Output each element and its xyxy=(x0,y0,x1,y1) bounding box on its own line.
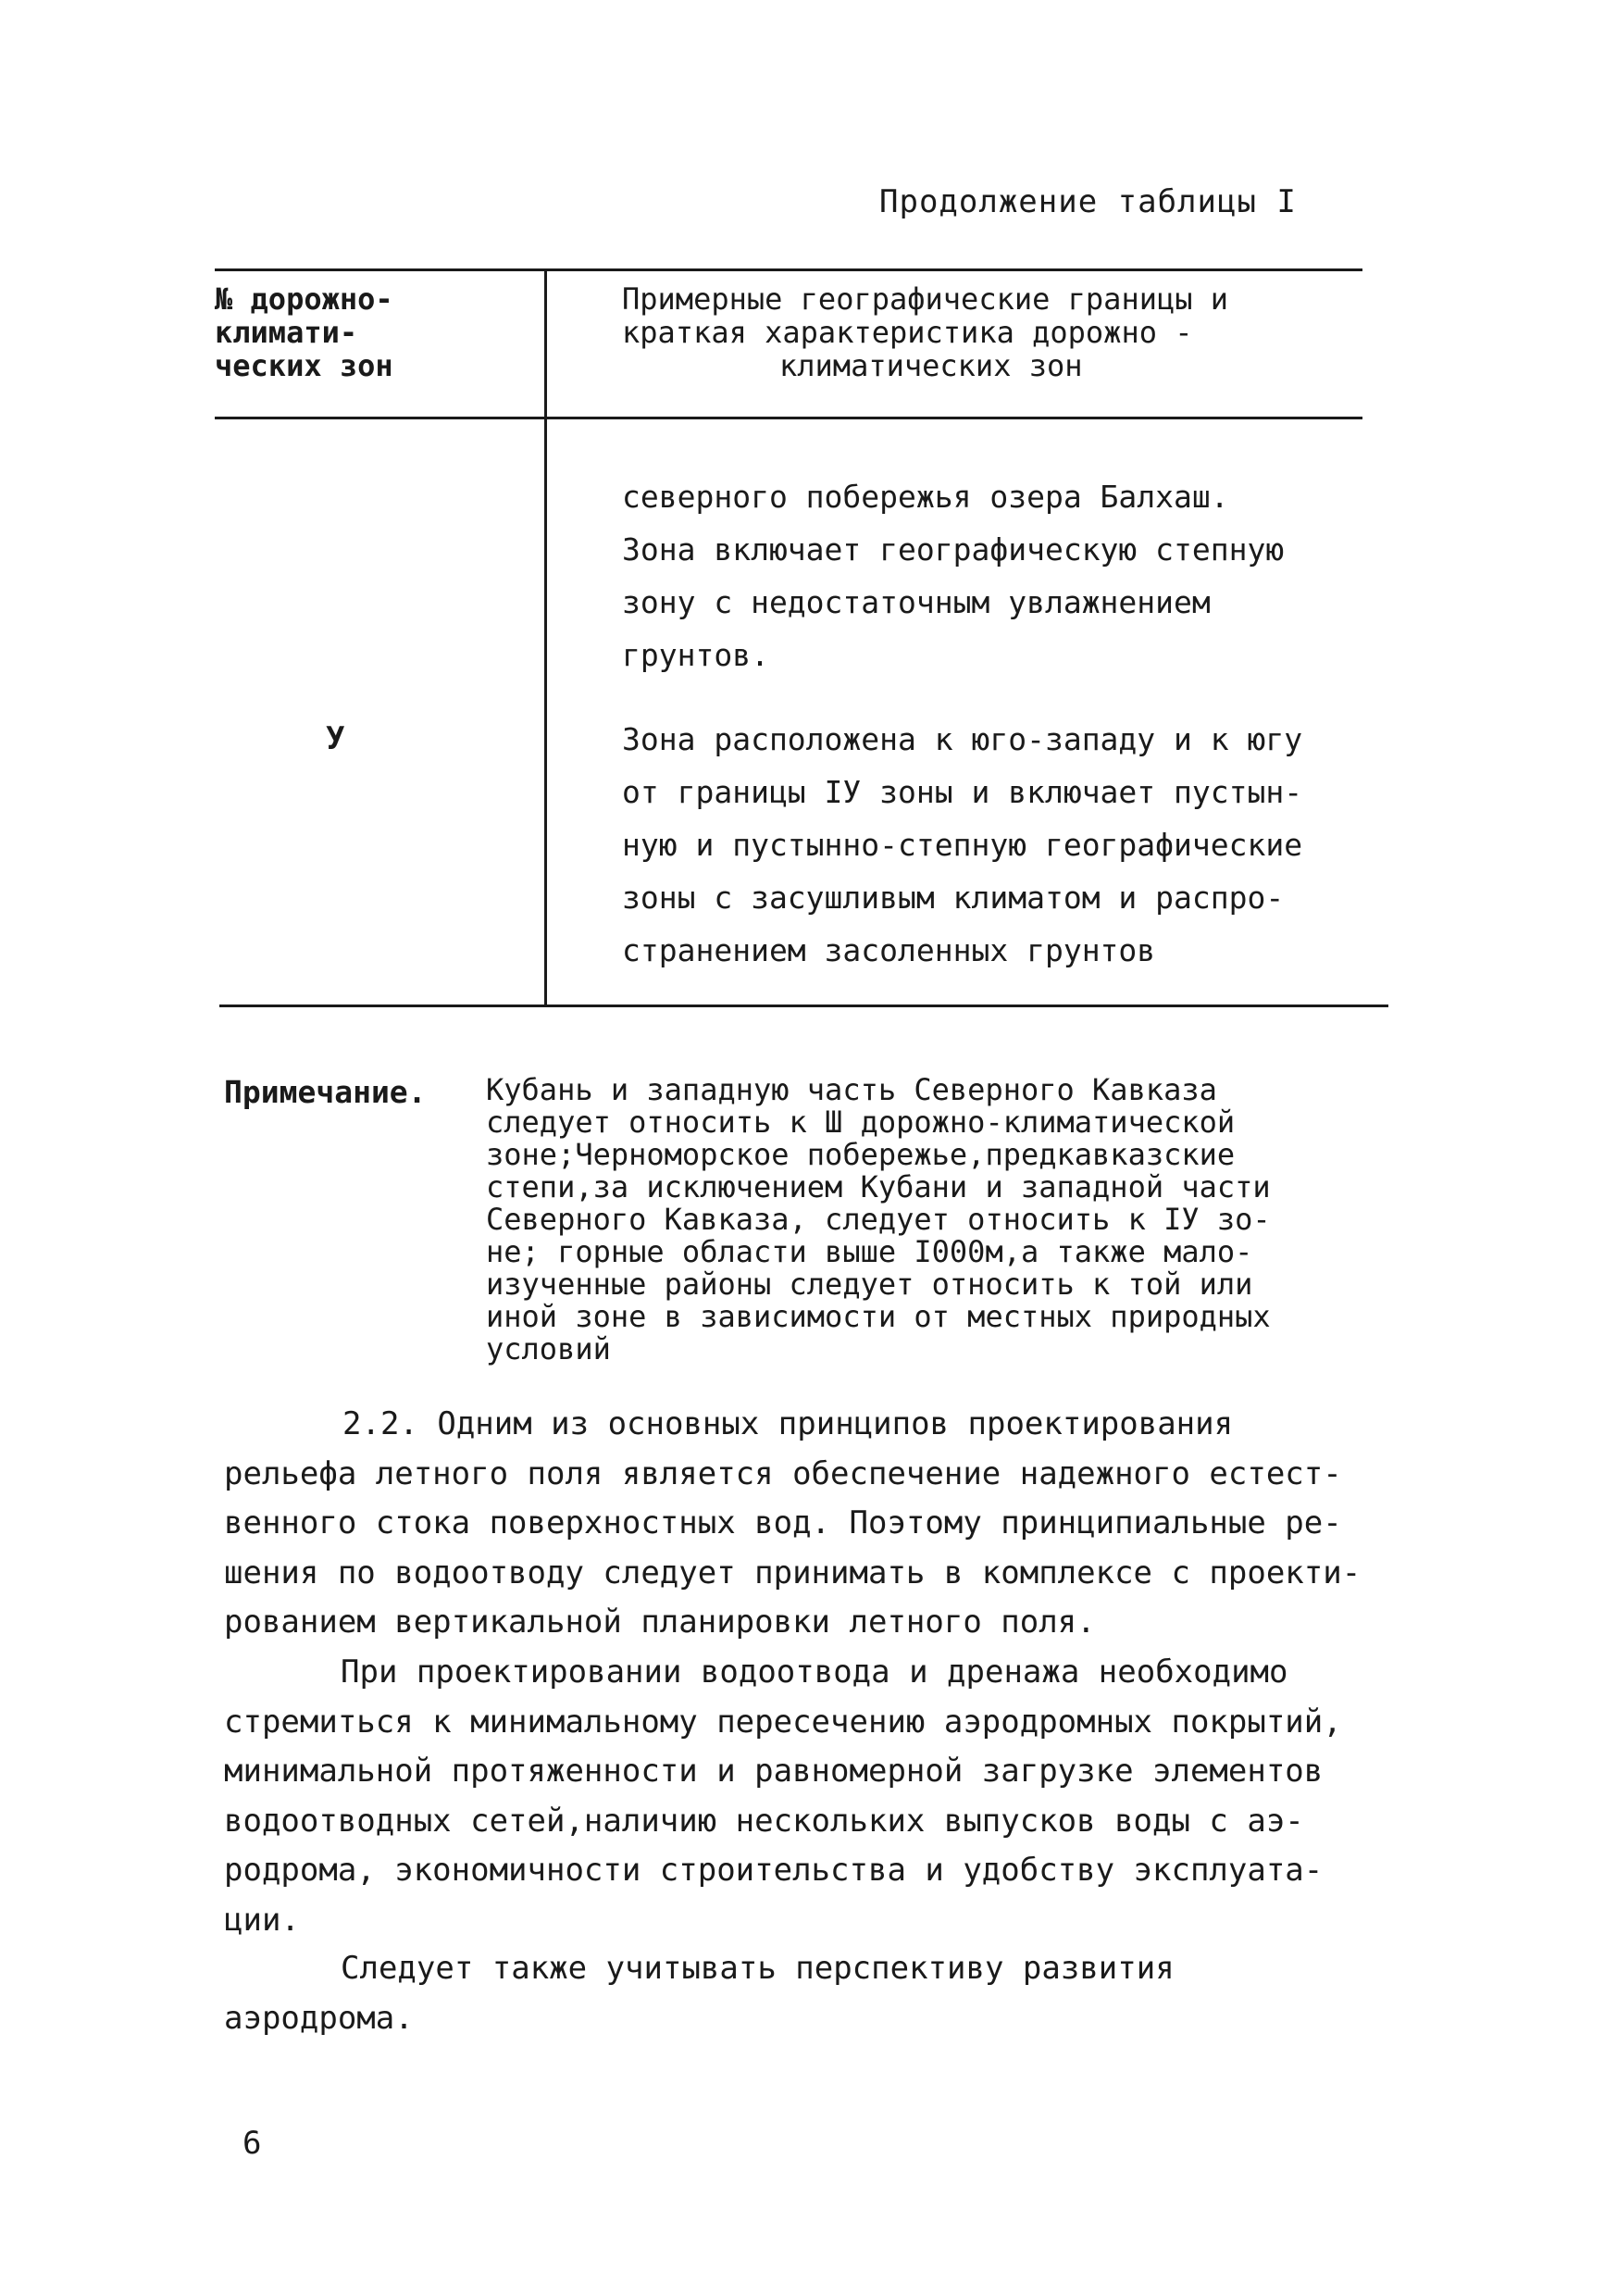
paragraph-2-2 xyxy=(224,1400,1427,1648)
paragraph-line: Следует также учитывать перспективу развития xyxy=(341,1950,1175,1987)
paragraph-line: водоотводных сетей,наличию нескольких выпусков воды с аэ- xyxy=(224,1802,1304,1840)
row-text-line: северного побережья озера Балхаш. xyxy=(622,479,1229,515)
paragraph-line: аэродрома. xyxy=(224,1999,414,2037)
note-line: Кубань и западную часть Северного Кавказа xyxy=(486,1072,1217,1107)
note-line: иной зоне в зависимости от местных природных xyxy=(486,1299,1271,1334)
paragraph-line: шения по водоотводу следует принимать в комплексе с проекти- xyxy=(224,1554,1362,1591)
table-top-rule xyxy=(215,268,1362,271)
row-text-line: Зона включает географическую степную xyxy=(622,531,1285,568)
table-row-continued xyxy=(622,470,1418,681)
paragraph-line: 2.2. Одним из основных принципов проектирования xyxy=(342,1405,1234,1442)
note-line: зоне;Черноморское побережье,предкавказские xyxy=(486,1137,1236,1172)
page-number: 6 xyxy=(243,2125,262,2162)
row-text-line: зону с недостаточным увлажнением xyxy=(622,584,1211,620)
table-header-description xyxy=(566,282,1399,382)
header-col1-line: № дорожно- xyxy=(215,281,393,317)
row-text-line: от границы IУ зоны и включает пустын- xyxy=(622,774,1303,810)
table-header-rule xyxy=(215,417,1362,419)
paragraph-line: венного стока поверхностных вод. Поэтому принципиальные ре- xyxy=(224,1504,1342,1541)
paragraph-line: ции. xyxy=(224,1901,300,1939)
paragraph-line: стремиться к минимальному пересечению аэродромных покрытий, xyxy=(224,1703,1342,1741)
row-text-line: ную и пустынно-степную географические xyxy=(622,827,1303,863)
note-line: следует относить к Ш дорожно-климатической xyxy=(486,1104,1236,1140)
note-line: степи,за исключением Кубани и западной части xyxy=(486,1169,1271,1204)
paragraph-line: рельефа летного поля является обеспечение надежного естест- xyxy=(224,1454,1342,1492)
note-line: условий xyxy=(486,1331,611,1366)
paragraph-drainage xyxy=(224,1648,1427,1945)
table-bottom-rule xyxy=(219,1004,1388,1007)
header-col2-line: климатических зон xyxy=(779,348,1083,383)
note-line: изученные районы следует относить к той или xyxy=(486,1267,1253,1302)
note-line: Северного Кавказа, следует относить к IУ зо- xyxy=(486,1202,1271,1237)
header-col2-line: Примерные географические границы и xyxy=(622,281,1229,317)
header-col1-line: климати- xyxy=(215,315,358,350)
note-text xyxy=(486,1074,1412,1366)
paragraph-line: рованием вертикальной планировки летного поля. xyxy=(224,1603,1096,1641)
paragraph-perspective xyxy=(224,1944,1427,2043)
row-text-line: Зона расположена к юго-западу и к югу xyxy=(622,721,1303,757)
row-text-line: зоны с засушливым климатом и распро- xyxy=(622,880,1285,916)
note-line: не; горные области выше I000м,а также мало- xyxy=(486,1234,1253,1269)
note-label: Примечание. xyxy=(224,1074,427,1110)
row-text-line: грунтов. xyxy=(622,637,769,673)
table-column-divider xyxy=(544,268,547,1006)
paragraph-line: При проектировании водоотвода и дренажа необходимо xyxy=(341,1653,1288,1691)
paragraph-line: минимальной протяженности и равномерной загрузке элементов xyxy=(224,1753,1324,1790)
table-zone-number: У xyxy=(326,720,345,757)
header-col1-line: ческих зон xyxy=(215,348,393,383)
table-continuation-title: Продолжение таблицы I xyxy=(879,183,1297,220)
table-header-zone-number xyxy=(215,282,520,382)
row-text-line: странением засоленных грунтов xyxy=(622,932,1156,968)
header-col2-line: краткая характеристика дорожно - xyxy=(622,315,1193,350)
table-row-zone-5 xyxy=(622,713,1418,977)
paragraph-line: родрома, экономичности строительства и удобству эксплуата- xyxy=(224,1852,1324,1889)
